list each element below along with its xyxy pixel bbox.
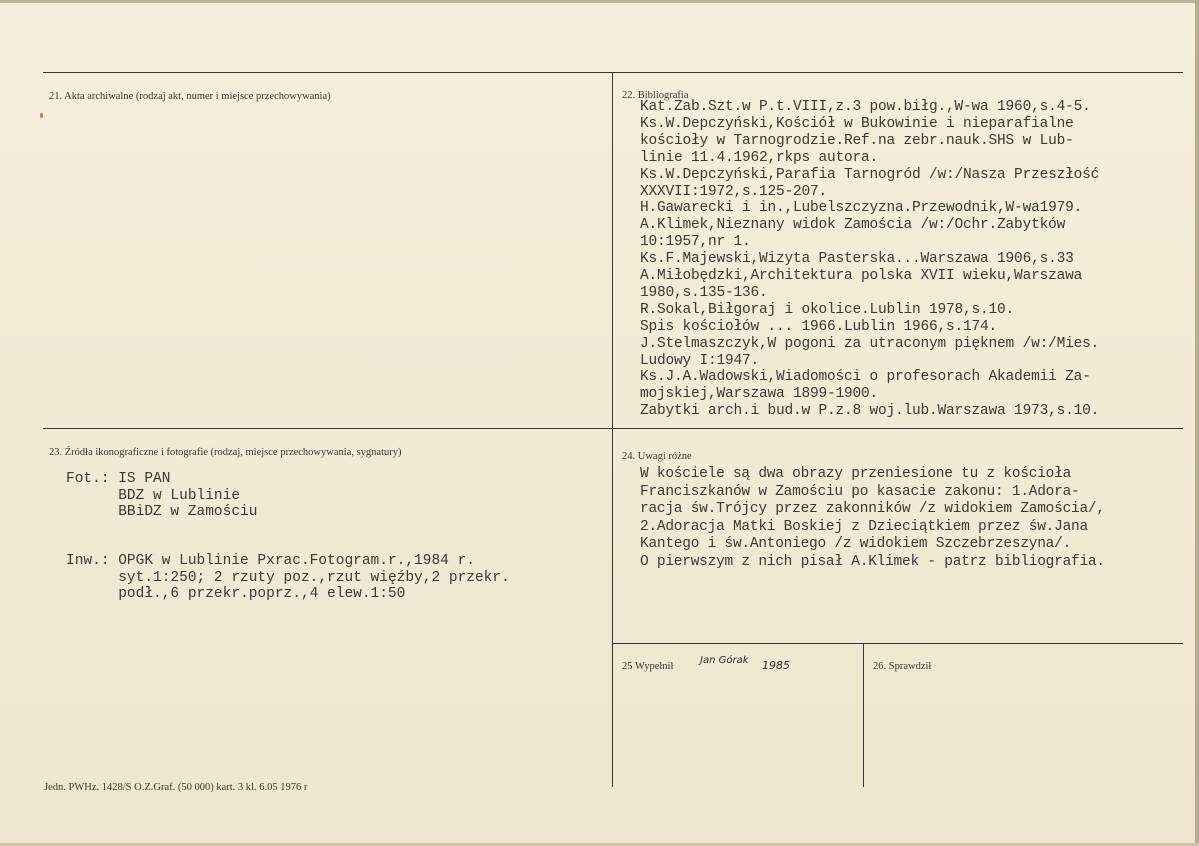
bibliography-line: 1980,s.135-136.	[640, 284, 768, 301]
center-divider	[612, 72, 613, 787]
bibliography-line: Spis kościołów ... 1966.Lublin 1966,s.174.	[640, 318, 998, 335]
bibliography-line: Ks.W.Depczyński,Parafia Tarnogród /w:/Nasza Przeszłość	[640, 166, 1100, 183]
bibliography-line: Ludowy I:1947.	[640, 352, 760, 369]
bibliography-line: XXXVII:1972,s.125-207.	[640, 183, 828, 200]
section-25-label: 25 Wypełnił	[622, 661, 674, 672]
printer-note: Jedn. PWHz. 1428/S O.Z.Graf. (50 000) kart. 3 kl. 6.05 1976 r	[44, 782, 308, 793]
card-right-edge	[1195, 0, 1199, 846]
bibliography-line: linie 11.4.1962,rkps autora.	[640, 149, 879, 166]
bibliography-line: Ks.F.Majewski,Wizyta Pasterska...Warszawa 1906,s.33	[640, 251, 1074, 268]
inventory-text: Inw.: OPGK w Lublinie Pxrac.Fotogram.r.,1984 r. syt.1:250; 2 rzuty poz.,rzut więźby,2 przekr. podł.,6 przekr.poprz.,4 elew.1:50	[66, 553, 510, 603]
bibliography-line: R.Sokal,Biłgoraj i okolice.Lublin 1978,s.10.	[640, 301, 1015, 318]
section-23-label: 23. Źródła ikonograficzne i fotografie (rodzaj, miejsce przechowywania, sygnatury)	[49, 447, 402, 458]
signature-rule	[612, 643, 1183, 644]
section-22-label: 22. Bibliografia	[622, 90, 689, 101]
bibliography-line: J.Stelmaszczyk,W pogoni za utraconym pięknem /w:/Mies.	[640, 335, 1100, 352]
middle-rule	[43, 428, 1183, 429]
remarks-text: W kościele są dwa obrazy przeniesione tu z kościoła Franciszkanów w Zamościu po kasacie zakonu: 1.Adora- racja św.Trójcy przez zakonników /z widokiem Zamościa/, 2.Adoracja Matki Boskiej z Dzieciątkiem przez św.Jana Kantego i św.Antoniego /z widokiem Szczebrzeszyna/. O pierwszym z nich pisał A.Klimek - patrz bibliografia.	[640, 466, 1105, 570]
filled-by-year: 1985	[762, 659, 790, 672]
top-rule	[43, 72, 1183, 73]
card-top-edge	[0, 0, 1199, 3]
filled-by-signature: Jan Górak	[700, 655, 749, 666]
bibliography-line: 10:1957,nr 1.	[640, 234, 751, 251]
section-21-label: 21. Akta archiwalne (rodzaj akt, numer i miejsce przechowywania)	[49, 91, 331, 102]
ink-spot	[40, 113, 43, 118]
signature-divider	[863, 643, 864, 787]
bibliography-line: kościoły w Tarnogrodzie.Ref.na zebr.nauk.SHS w Lub-	[640, 132, 1074, 149]
bibliography-line: Zabytki arch.i bud.w P.z.8 woj.lub.Warszawa 1973,s.10.	[640, 403, 1100, 420]
bibliography-line: Ks.W.Depczyński,Kościół w Bukowinie i nieparafialne	[640, 115, 1074, 132]
bibliography-line: Ks.J.A.Wadowski,Wiadomości o profesorach Akademii Za-	[640, 369, 1091, 386]
bibliography-line: A.Miłobędzki,Architektura polska XVII wieku,Warszawa	[640, 268, 1083, 284]
section-26-label: 26. Sprawdził	[873, 661, 932, 672]
photo-sources-text: Fot.: IS PAN BDZ w Lublinie BBiDZ w Zamościu	[66, 471, 258, 521]
section-24-label: 24. Uwagi różne	[622, 451, 692, 462]
bibliography-line: Kat.Zab.Szt.w P.t.VIII,z.3 pow.biłg.,W-wa 1960,s.4-5.	[640, 99, 1091, 115]
bibliography-line: H.Gawarecki i in.,Lubelszczyzna.Przewodnik,W-wa1979.	[640, 200, 1083, 217]
bibliography-line: A.Klimek,Nieznany widok Zamościa /w:/Ochr.Zabytków	[640, 217, 1066, 234]
bibliography-line: mojskiej,Warszawa 1899-1900.	[640, 386, 879, 403]
